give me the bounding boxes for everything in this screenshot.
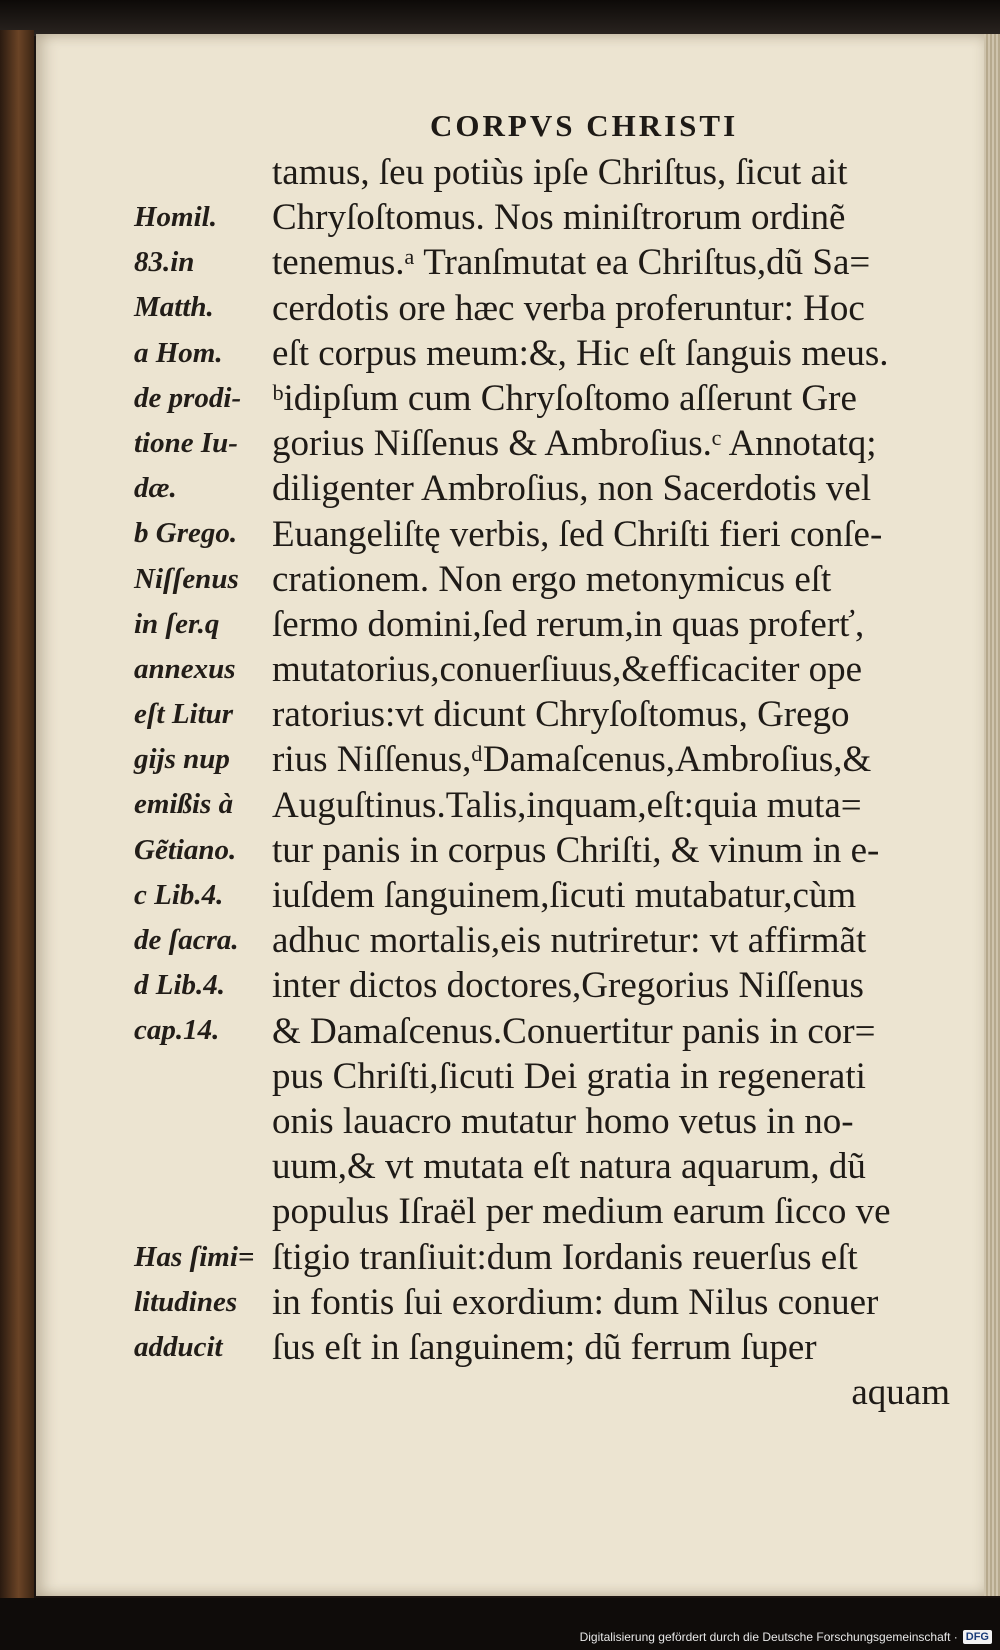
text-line: uum,& vt mutata eſt natura aquarum, dũ — [272, 1146, 866, 1188]
margin-note: Has ſimi= — [134, 1241, 255, 1273]
margin-note: eſt Litur — [134, 698, 234, 731]
margin-note: tione Iu- — [134, 426, 238, 459]
text-line: Auguſtinus.Talis,inquam,eſt:quia muta= — [272, 784, 862, 826]
page-edges — [984, 34, 1000, 1596]
book-binding — [0, 30, 34, 1600]
margin-notes-upper — [134, 195, 274, 1054]
text-line: tamus, ſeu potiùs ipſe Chriſtus, ſicut ait — [272, 152, 848, 193]
text-line: ſermo domini,ſed rerum,in quas proferť, — [272, 603, 865, 645]
text-line: pus Chriſti,ſicuti Dei gratia in regenerati — [272, 1055, 866, 1097]
margin-notes-lower — [134, 1235, 274, 1371]
margin-note: Homil. — [134, 201, 217, 233]
margin-note: Niſſenus — [134, 562, 239, 595]
margin-note: de ſacra. — [134, 924, 239, 956]
text-line: iuſdem ſanguinem,ſicuti mutabatur,cùm — [272, 875, 857, 916]
text-line: populus Iſraël per medium earum ſicco ve — [272, 1191, 891, 1233]
text-line: inter dictos doctores,Gregorius Niſſenus — [272, 965, 864, 1007]
margin-note: Gẽtiano. — [134, 833, 237, 866]
text-line: crationem. Non ergo metonymicus eſt — [272, 558, 832, 600]
text-line: rius Niſſenus,ᵈDamaſcenus,Ambroſius,& — [272, 739, 872, 781]
dfg-logo: DFG — [963, 1630, 992, 1644]
footer-strip — [0, 1598, 1000, 1650]
margin-note: gijs nup — [134, 743, 230, 776]
credit-text: Digitalisierung gefördert durch die Deutsche Forschungsgemeinschaft · — [579, 1630, 958, 1644]
text-line: & Damaſcenus.Conuertitur panis in cor= — [272, 1010, 876, 1052]
margin-note: Matth. — [134, 291, 214, 324]
text-line: Euangeliſtę verbis, ſed Chriſti fieri conſe- — [272, 513, 883, 555]
text-line: onis lauacro mutatur homo vetus in no- — [272, 1100, 854, 1142]
text-line: gorius Niſſenus & Ambroſius.ᶜ Annotatq; — [272, 423, 877, 465]
margin-note: annexus — [134, 652, 236, 685]
text-line: ſus eſt in ſanguinem; dũ ferrum ſuper — [272, 1326, 817, 1368]
margin-note: 83.in — [134, 246, 195, 279]
margin-note: litudines — [134, 1286, 238, 1319]
text-line: ᵇidipſum cum Chryſoſtomo aſſerunt Gre — [272, 377, 857, 419]
text-line: eſt corpus meum:&, Hic eſt ſanguis meus. — [272, 332, 889, 374]
top-edge-shadow — [0, 0, 1000, 36]
margin-note: c Lib.4. — [134, 878, 224, 911]
margin-note: emißis à — [134, 788, 234, 821]
running-head: CORPVS CHRISTI — [430, 108, 739, 143]
text-line: mutatorius,conuerſiuus,&efficaciter ope — [272, 649, 863, 691]
margin-note: de prodi- — [134, 381, 242, 414]
text-line: in fontis ſui exordium: dum Nilus conuer — [272, 1281, 879, 1323]
text-line: cerdotis ore hæc verba proferuntur: Hoc — [272, 287, 865, 329]
margin-note: adducit — [134, 1331, 223, 1364]
margin-note: dæ. — [134, 472, 177, 505]
catchword: aquam — [851, 1372, 950, 1414]
margin-note: in ſer.q — [134, 607, 220, 640]
text-line: tenemus.ᵃ Tranſmutat ea Chriſtus,dũ Sa= — [272, 242, 871, 284]
margin-note: cap.14. — [134, 1014, 220, 1047]
margin-note: b Grego. — [134, 517, 238, 550]
margin-note: d Lib.4. — [134, 969, 226, 1002]
text-line: diligenter Ambroſius, non Sacerdotis vel — [272, 468, 872, 510]
text-line: ratorius:vt dicunt Chryſoſtomus, Grego — [272, 694, 850, 736]
digitization-credit — [580, 1630, 992, 1644]
text-line: adhuc mortalis,eis nutriretur: vt affirmãt — [272, 920, 867, 962]
text-line: tur panis in corpus Chriſti, & vinum in e- — [272, 829, 880, 871]
main-text-block — [272, 150, 952, 1415]
margin-note: a Hom. — [134, 336, 223, 369]
text-line: Chryſoſtomus. Nos miniſtrorum ordinẽ — [272, 197, 846, 239]
text-line: ſtigio tranſiuit:dum Iordanis reuerſus eſt — [272, 1236, 858, 1278]
